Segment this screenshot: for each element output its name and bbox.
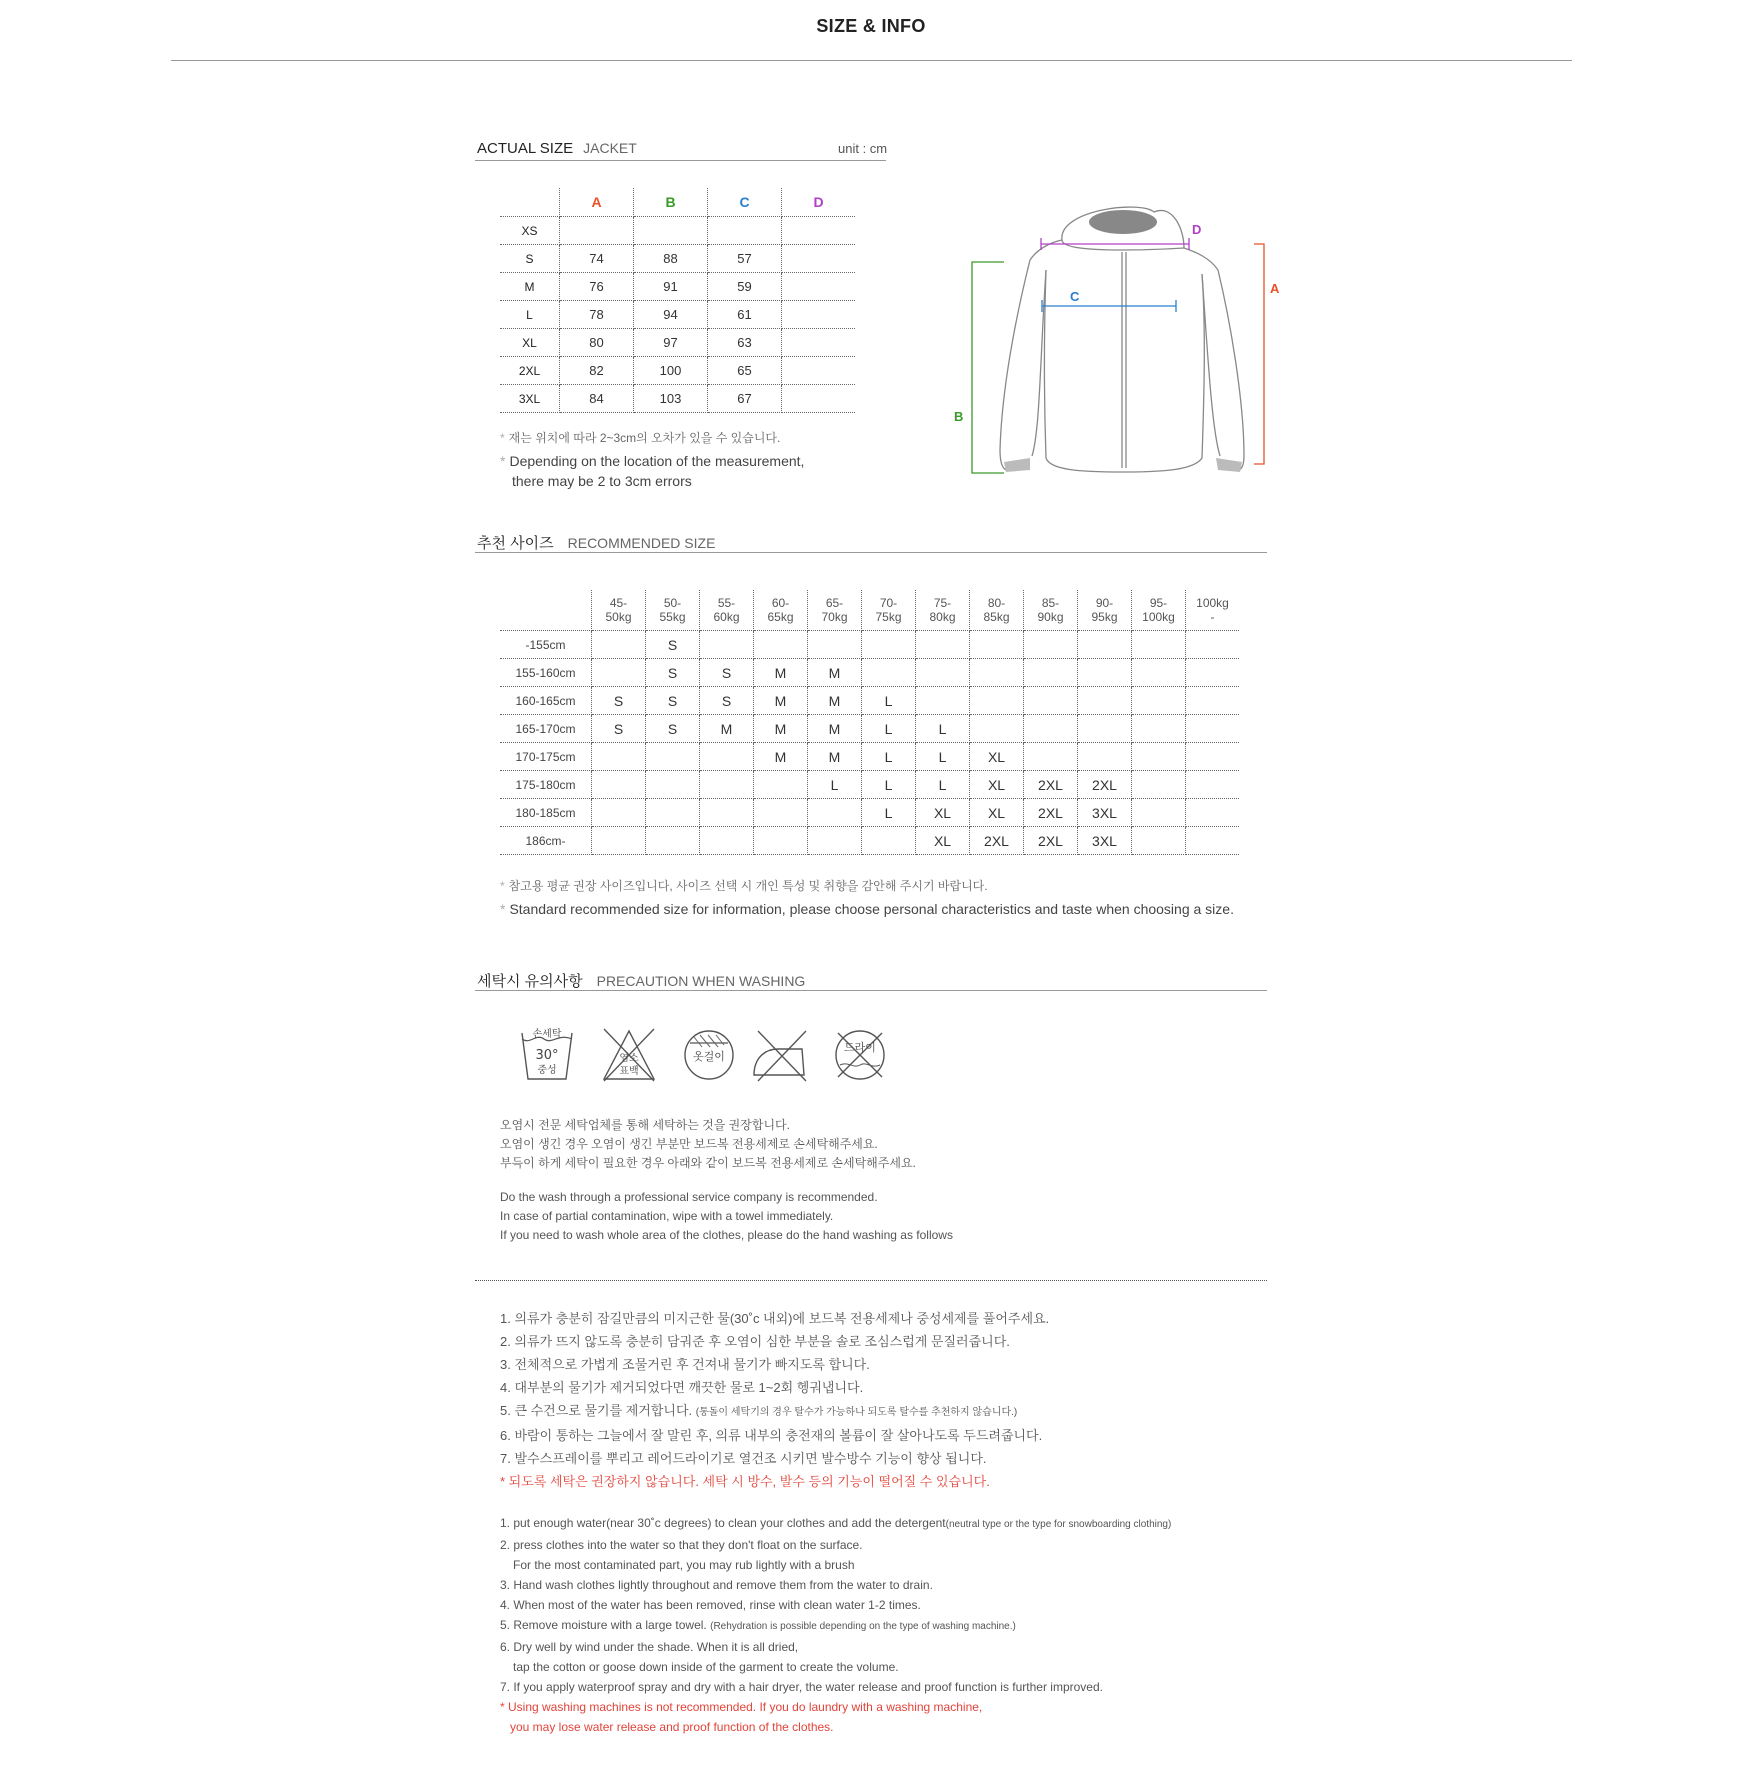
cell [1186, 799, 1240, 827]
weight-from: 95- [1149, 596, 1168, 610]
table-row [500, 659, 1239, 687]
dotted-separator [475, 1280, 1267, 1281]
title-divider [171, 60, 1572, 61]
cell [1078, 659, 1132, 687]
cell [1132, 771, 1186, 799]
intro-ko-line: 오염시 전문 세탁업체를 통해 세탁하는 것을 권장합니다. [500, 1118, 790, 1132]
weight-to: - [1210, 610, 1215, 624]
cell: L [862, 687, 916, 715]
washing-subtitle: PRECAUTION WHEN WASHING [596, 973, 806, 989]
cell: 97 [634, 329, 708, 357]
cell: L [916, 771, 970, 799]
cell [592, 771, 646, 799]
cell: 65 [708, 357, 782, 385]
cell: 91 [634, 273, 708, 301]
table-row [500, 385, 855, 413]
table-header-row [500, 188, 855, 217]
cell [782, 245, 856, 273]
height-label: 180-185cm [500, 799, 592, 827]
recommended-subtitle: RECOMMENDED SIZE [567, 535, 716, 551]
cell [1132, 715, 1186, 743]
cell: 2XL [1024, 771, 1078, 799]
table-row [500, 771, 1239, 799]
step-en: 4. When most of the water has been removed, rinse with clean water 1-2 times. [500, 1598, 921, 1612]
step-en: 6. Dry well by wind under the shade. When it is all dried, [500, 1640, 799, 1654]
cell [1078, 715, 1132, 743]
cell [1078, 631, 1132, 659]
cell: 63 [708, 329, 782, 357]
cell: L [808, 771, 862, 799]
cell: S [646, 631, 700, 659]
col-header-c [708, 188, 782, 217]
cell: XL [970, 743, 1024, 771]
weight-header [1078, 590, 1132, 631]
cell: 3XL [1078, 799, 1132, 827]
cell [970, 631, 1024, 659]
weight-header [862, 590, 916, 631]
intro-en-line: In case of partial contamination, wipe with a towel immediately. [500, 1209, 834, 1223]
cell [782, 329, 856, 357]
cell: 59 [708, 273, 782, 301]
no-hanger-icon [680, 1025, 738, 1085]
weight-to: 85kg [983, 610, 1010, 624]
cell [646, 743, 700, 771]
col-b-label: B [665, 194, 676, 210]
hand-wash-icon [518, 1025, 576, 1085]
step-ko: 3. 전체적으로 가볍게 조물거린 후 건져내 물기가 빠지도록 합니다. [500, 1357, 870, 1372]
weight-from: 85- [1041, 596, 1060, 610]
cell: M [754, 715, 808, 743]
recommended-heading [477, 532, 715, 553]
cell [1186, 687, 1240, 715]
recommended-title: 추천 사이즈 [477, 535, 554, 552]
intro-ko-line: 부득이 하게 세탁이 필요한 경우 아래와 같이 보드복 전용세제로 손세탁해주세요. [500, 1156, 916, 1170]
cell: L [862, 715, 916, 743]
cell: S [646, 687, 700, 715]
step-en: 3. Hand wash clothes lightly throughout and remove them from the water to drain. [500, 1578, 933, 1592]
table-row [500, 827, 1239, 855]
step-ko [500, 1399, 1049, 1424]
recommended-size-table [500, 590, 1239, 855]
hand-wash-bottom-text: 중성 [537, 1065, 557, 1076]
weight-to: 70kg [821, 610, 848, 624]
step-en: For the most contaminated part, you may rub lightly with a brush [513, 1558, 855, 1572]
weight-from: 75- [933, 596, 952, 610]
weight-to: 100kg [1142, 610, 1175, 624]
recommended-note-ko: * 참고용 평균 권장 사이즈입니다, 사이즈 선택 시 개인 특성 및 취향을 감안해 주시기 바랍니다. [500, 879, 988, 893]
step-ko: 4. 대부분의 물기가 제거되었다면 깨끗한 물로 1~2회 헹궈냅니다. [500, 1380, 864, 1395]
cell: 2XL [1024, 799, 1078, 827]
cell: 74 [560, 245, 634, 273]
measurement-note-en-line1: Depending on the location of the measurement, [509, 453, 805, 469]
cell [1186, 659, 1240, 687]
cell: 78 [560, 301, 634, 329]
washing-steps-en [500, 1513, 1171, 1737]
intro-en-line: If you need to wash whole area of the clothes, please do the hand washing as follows [500, 1228, 953, 1242]
cell: M [808, 659, 862, 687]
cell: 2XL [1024, 827, 1078, 855]
cell: XL [916, 827, 970, 855]
size-2xl: 2XL [500, 357, 560, 385]
table-row [500, 743, 1239, 771]
measurement-note-en-line2: there may be 2 to 3cm errors [512, 473, 692, 489]
size-xl: XL [500, 329, 560, 357]
cell [1078, 743, 1132, 771]
step-en: 2. press clothes into the water so that they don't float on the surface. [500, 1538, 863, 1552]
table-row [500, 301, 855, 329]
step5-ko-main: 5. 큰 수건으로 물기를 제거합니다. [500, 1403, 693, 1418]
cell [1024, 659, 1078, 687]
cell: XL [970, 799, 1024, 827]
cell: M [808, 743, 862, 771]
cell: XL [970, 771, 1024, 799]
cell: 80 [560, 329, 634, 357]
intro-en-line: Do the wash through a professional service company is recommended. [500, 1190, 878, 1204]
cell [1186, 631, 1240, 659]
diagram-label-d: D [1192, 222, 1202, 237]
cell [646, 771, 700, 799]
cell [1132, 799, 1186, 827]
cell: 94 [634, 301, 708, 329]
washing-rule [475, 990, 1267, 991]
weight-to: 55kg [659, 610, 686, 624]
step1-en-main: 1. put enough water(near 30˚c degrees) to clean your clothes and add the detergent [500, 1516, 946, 1530]
weight-header [592, 590, 646, 631]
cell [1186, 743, 1240, 771]
size-xs: XS [500, 217, 560, 245]
cell [1186, 771, 1240, 799]
table-row [500, 799, 1239, 827]
cell [592, 659, 646, 687]
cell [916, 659, 970, 687]
weight-from: 60- [771, 596, 790, 610]
diagram-label-c: C [1070, 289, 1080, 304]
cell: 2XL [970, 827, 1024, 855]
weight-header [916, 590, 970, 631]
actual-size-heading [477, 140, 637, 157]
col-header-b [634, 188, 708, 217]
diagram-label-a: A [1270, 281, 1280, 296]
cell: 82 [560, 357, 634, 385]
cell [782, 301, 856, 329]
cell: M [754, 659, 808, 687]
size-3xl: 3XL [500, 385, 560, 413]
weight-from: 90- [1095, 596, 1114, 610]
cell: M [808, 715, 862, 743]
height-label: -155cm [500, 631, 592, 659]
actual-size-subtitle: JACKET [583, 140, 637, 156]
cell [862, 659, 916, 687]
cell [1132, 687, 1186, 715]
weight-header [754, 590, 808, 631]
col-header-a [560, 188, 634, 217]
step5-en-main: 5. Remove moisture with a large towel. [500, 1618, 707, 1632]
step5-ko-note: (통돌이 세탁기의 경우 탈수가 가능하나 되도록 탈수를 추천하지 않습니다.) [695, 1407, 1018, 1418]
cell [708, 217, 782, 245]
step-en [500, 1513, 1171, 1535]
cell: M [754, 687, 808, 715]
cell: XL [916, 799, 970, 827]
no-dry-clean-icon [830, 1025, 890, 1085]
col-a-label: A [591, 194, 602, 210]
cell [754, 827, 808, 855]
table-row [500, 715, 1239, 743]
cell [754, 799, 808, 827]
measurement-note-ko: * 재는 위치에 따라 2~3cm의 오차가 있을 수 있습니다. [500, 431, 781, 445]
height-label: 175-180cm [500, 771, 592, 799]
cell [646, 827, 700, 855]
cell: S [592, 687, 646, 715]
col-c-label: C [739, 194, 750, 210]
cell: M [808, 687, 862, 715]
height-label: 170-175cm [500, 743, 592, 771]
weight-header [970, 590, 1024, 631]
cell [970, 687, 1024, 715]
cell: L [916, 715, 970, 743]
table-header-row [500, 590, 1239, 631]
cell [754, 771, 808, 799]
washing-intro-en [500, 1188, 953, 1245]
step5-en-note: (Rehydration is possible depending on the type of washing machine.) [710, 1621, 1016, 1632]
no-bleach-bottom-text: 표백 [619, 1066, 639, 1077]
cell [1132, 631, 1186, 659]
weight-to: 90kg [1037, 610, 1064, 624]
cell [808, 799, 862, 827]
cell: M [754, 743, 808, 771]
cell: 100 [634, 357, 708, 385]
step-en: 7. If you apply waterproof spray and dry with a hair dryer, the water release and proof function is further improved. [500, 1680, 1103, 1694]
table-row [500, 329, 855, 357]
weight-to: 60kg [713, 610, 740, 624]
recommended-note-en: * Standard recommended size for information, please choose personal characteristics and taste when choosing a size. [500, 901, 1234, 917]
height-label: 165-170cm [500, 715, 592, 743]
cell [862, 631, 916, 659]
actual-size-title: ACTUAL SIZE [477, 140, 574, 157]
cell [592, 631, 646, 659]
step-ko: 2. 의류가 뜨지 않도록 충분히 담궈준 후 오염이 심한 부분을 솔로 조심스럽게 문질러줍니다. [500, 1334, 1010, 1349]
cell [646, 799, 700, 827]
cell: 2XL [1078, 771, 1132, 799]
intro-ko-line: 오염이 생긴 경우 오염이 생긴 부분만 보드복 전용세제로 손세탁해주세요. [500, 1137, 878, 1151]
hand-wash-top-text: 손세탁 [532, 1029, 562, 1040]
table-row [500, 245, 855, 273]
cell: 84 [560, 385, 634, 413]
weight-from: 65- [825, 596, 844, 610]
weight-from: 55- [717, 596, 736, 610]
header-corner [500, 188, 560, 217]
weight-header [700, 590, 754, 631]
weight-from: 70- [879, 596, 898, 610]
cell [1024, 743, 1078, 771]
measurement-note-en: * Depending on the location of the measurement, there may be 2 to 3cm errors [500, 453, 805, 489]
height-label: 155-160cm [500, 659, 592, 687]
cell [754, 631, 808, 659]
cell [1024, 631, 1078, 659]
hand-wash-temp-text: 30° [535, 1048, 559, 1063]
cell: 76 [560, 273, 634, 301]
cell [1078, 687, 1132, 715]
page-title: SIZE & INFO [816, 16, 926, 36]
weight-to: 50kg [605, 610, 632, 624]
weight-from: 100kg [1196, 596, 1229, 610]
weight-header [646, 590, 700, 631]
cell [700, 771, 754, 799]
weight-from: 80- [987, 596, 1006, 610]
washing-heading [477, 970, 805, 991]
cell [970, 659, 1024, 687]
cell: S [700, 687, 754, 715]
no-bleach-icon [600, 1025, 658, 1085]
weight-to: 75kg [875, 610, 902, 624]
cell [916, 687, 970, 715]
washing-title: 세탁시 유의사항 [477, 973, 583, 990]
cell: 88 [634, 245, 708, 273]
cell: 3XL [1078, 827, 1132, 855]
cell [1024, 687, 1078, 715]
cell: L [862, 743, 916, 771]
no-iron-icon [748, 1025, 810, 1085]
cell [1186, 827, 1240, 855]
cell [808, 631, 862, 659]
step1-en-note: (neutral type or the type for snowboarding clothing) [945, 1519, 1172, 1530]
cell: 103 [634, 385, 708, 413]
step-en: tap the cotton or goose down inside of the garment to create the volume. [513, 1660, 899, 1674]
weight-to: 65kg [767, 610, 794, 624]
weight-from: 50- [663, 596, 682, 610]
cell [970, 715, 1024, 743]
step-en [500, 1615, 1171, 1637]
col-d-label: D [813, 194, 824, 210]
size-m: M [500, 273, 560, 301]
cell [808, 827, 862, 855]
cell [1024, 715, 1078, 743]
no-dry-clean-text: 드라이 [844, 1041, 876, 1054]
weight-header [1024, 590, 1078, 631]
cell [700, 799, 754, 827]
height-label: 186cm- [500, 827, 592, 855]
jacket-diagram [940, 200, 1300, 490]
warning-ko: * 되도록 세탁은 권장하지 않습니다. 세탁 시 방수, 발수 등의 기능이 떨어질 수 있습니다. [500, 1474, 990, 1489]
warning-en: * Using washing machines is not recommended. If you do laundry with a washing machine, [500, 1700, 983, 1714]
recommended-rule [475, 552, 1267, 553]
table-row [500, 357, 855, 385]
step-ko: 6. 바람이 통하는 그늘에서 잘 말린 후, 의류 내부의 충전재의 볼륨이 잘 살아나도록 두드려줍니다. [500, 1428, 1043, 1443]
cell [700, 743, 754, 771]
diagram-label-b: B [954, 409, 964, 424]
cell: M [700, 715, 754, 743]
cell [700, 631, 754, 659]
cell [592, 743, 646, 771]
cell: S [646, 715, 700, 743]
cell [1132, 659, 1186, 687]
size-l: L [500, 301, 560, 329]
table-row [500, 687, 1239, 715]
cell [1132, 827, 1186, 855]
cell: L [862, 771, 916, 799]
weight-to: 80kg [929, 610, 956, 624]
step-ko: 1. 의류가 충분히 잠길만큼의 미지근한 물(30˚c 내외)에 보드복 전용세제나 중성세제를 풀어주세요. [500, 1311, 1050, 1326]
step-ko: 7. 발수스프레이를 뿌리고 레어드라이기로 열건조 시키면 발수방수 기능이 향상 됩니다. [500, 1451, 987, 1466]
actual-size-table [500, 188, 855, 413]
cell: 57 [708, 245, 782, 273]
cell [782, 273, 856, 301]
col-header-d [782, 188, 856, 217]
cell: 67 [708, 385, 782, 413]
cell [700, 827, 754, 855]
washing-steps-ko [500, 1307, 1049, 1493]
cell: S [700, 659, 754, 687]
size-s: S [500, 245, 560, 273]
table-row [500, 217, 855, 245]
cell: L [916, 743, 970, 771]
cell [592, 799, 646, 827]
actual-size-rule [475, 160, 886, 161]
cell: L [862, 799, 916, 827]
cell [592, 827, 646, 855]
no-bleach-top-text: 염소 [619, 1053, 639, 1064]
cell [1132, 743, 1186, 771]
cell [782, 357, 856, 385]
cell: S [646, 659, 700, 687]
cell: S [592, 715, 646, 743]
weight-from: 45- [609, 596, 628, 610]
header-corner [500, 590, 592, 631]
recommended-note-ko-text: 참고용 평균 권장 사이즈입니다, 사이즈 선택 시 개인 특성 및 취향을 감안해 주시기 바랍니다. [508, 879, 988, 893]
cell [862, 827, 916, 855]
cell [634, 217, 708, 245]
cell [782, 217, 856, 245]
unit-label: unit : cm [838, 141, 888, 156]
weight-header [808, 590, 862, 631]
cell: 61 [708, 301, 782, 329]
washing-intro-ko [500, 1116, 916, 1173]
table-row [500, 273, 855, 301]
weight-to: 95kg [1091, 610, 1118, 624]
warning-en: you may lose water release and proof function of the clothes. [510, 1720, 834, 1734]
no-hanger-text: 옷걸이 [693, 1050, 725, 1063]
weight-header [1186, 590, 1240, 631]
measurement-note-ko-text: 재는 위치에 따라 2~3cm의 오차가 있을 수 있습니다. [508, 431, 781, 445]
cell [1186, 715, 1240, 743]
recommended-note-en-text: Standard recommended size for information, please choose personal characteristics and taste when choosing a size. [509, 901, 1234, 917]
weight-header [1132, 590, 1186, 631]
cell [560, 217, 634, 245]
cell [782, 385, 856, 413]
table-row [500, 631, 1239, 659]
height-label: 160-165cm [500, 687, 592, 715]
cell [916, 631, 970, 659]
